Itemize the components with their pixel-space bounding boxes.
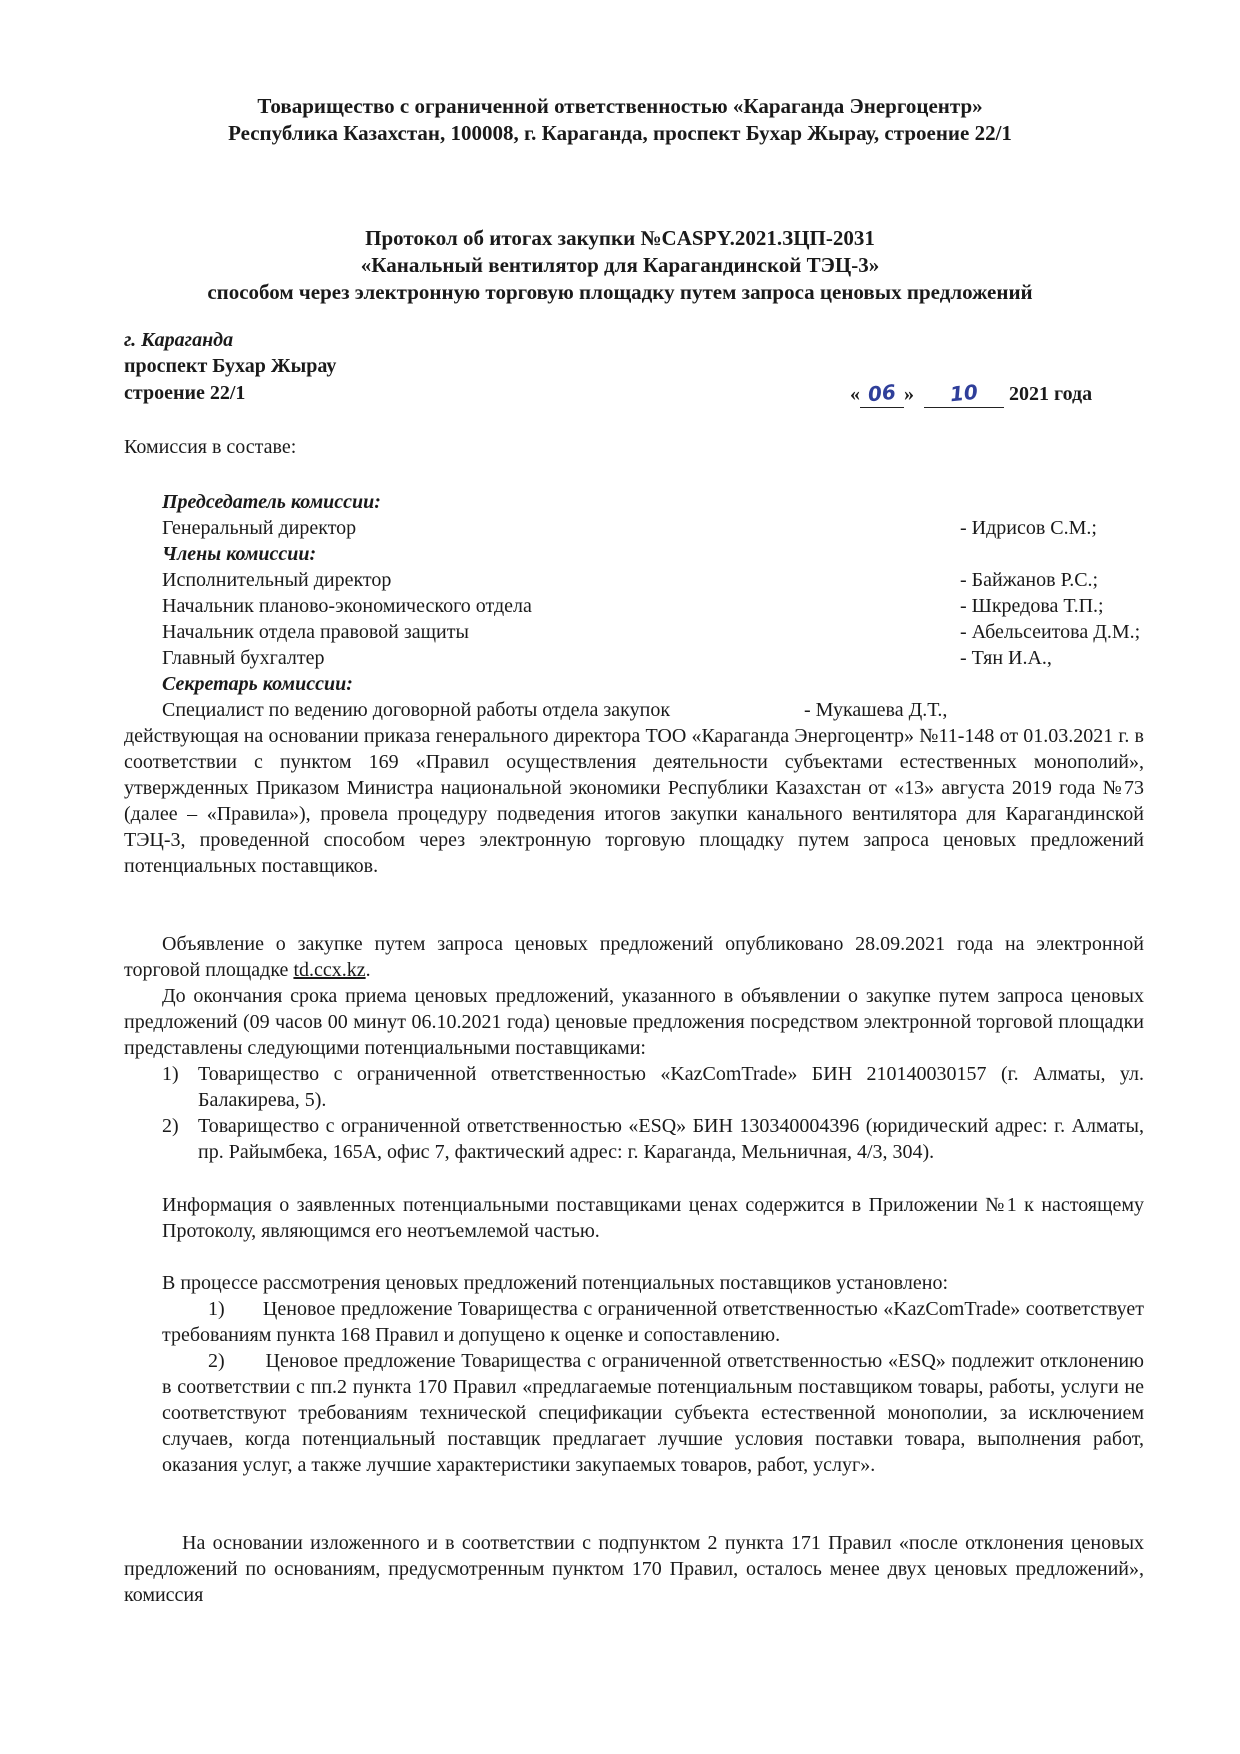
- chair-name: - Идрисов С.М.;: [960, 517, 1097, 539]
- date-month: 10: [948, 379, 980, 407]
- company-name: Товарищество с ограниченной ответственностью «Караганда Энергоцентр»: [257, 94, 983, 118]
- secretary-heading: Секретарь комиссии:: [162, 673, 353, 695]
- supplier-number: 2): [162, 1115, 179, 1137]
- findings-intro: В процессе рассмотрения ценовых предложений потенциальных поставщиков установлено:: [162, 1272, 948, 1294]
- conclusion-paragraph: На основании изложенного и в соответствии с подпунктом 2 пункта 171 Правил «после отклонения ценовых предложений по основаниям, предусмотренным пунктом 170 Правил, осталось менее двух ценовых предложений», комиссия: [124, 1532, 1144, 1606]
- finding-number: 2): [208, 1350, 225, 1372]
- member-name: - Абельсеитова Д.М.;: [960, 621, 1141, 643]
- member-row: [162, 619, 1162, 645]
- member-name: - Тян И.А.,: [960, 647, 1052, 669]
- member-position: Начальник отдела правовой защиты: [162, 621, 469, 643]
- deadline-paragraph: До окончания срока приема ценовых предложений, указанного в объявлении о закупке путем запроса ценовых предложений (09 часов 00 минут 06.10.2021 года) ценовые предложения посредством электронной торговой площадки представлены следующими потенциальными поставщиками:: [124, 985, 1144, 1059]
- trading-platform-link[interactable]: td.ccx.kz: [293, 959, 366, 981]
- supplier-number: 1): [162, 1063, 179, 1085]
- secretary-row: [162, 697, 1162, 723]
- member-name: - Шкредова Т.П.;: [960, 595, 1104, 617]
- chair-position: Генеральный директор: [162, 517, 357, 539]
- protocol-title: Протокол об итогах закупки №CASPY.2021.ЗЦП-2031: [365, 226, 875, 250]
- place-building: строение 22/1: [124, 382, 246, 404]
- member-row: [162, 567, 1162, 593]
- supplier-text: Товарищество с ограниченной ответственностью «KazComTrade» БИН 210140030157 (г. Алматы, ул. Балакирева, 5).: [198, 1063, 1144, 1111]
- chair-heading: Председатель комиссии:: [162, 491, 381, 513]
- member-row: [162, 645, 1162, 671]
- supplier-item: [162, 1061, 1144, 1113]
- finding-text: Ценовое предложение Товарищества с ограниченной ответственностью «KazComTrade» соответствует требованиям пункта 168 Правил и допущено к оценке и сопоставлению.: [162, 1298, 1144, 1346]
- date-day: 06: [866, 379, 898, 407]
- member-position: Исполнительный директор: [162, 569, 392, 591]
- member-row: [162, 593, 1162, 619]
- announcement-paragraph: [124, 931, 1144, 983]
- protocol-method: способом через электронную торговую площадку путем запроса ценовых предложений: [207, 280, 1033, 304]
- appendix-paragraph: Информация о заявленных потенциальными поставщиками ценах содержится в Приложении №1 к настоящему Протоколу, являющимся его неотъемлемой частью.: [162, 1194, 1144, 1242]
- secretary-position: Специалист по ведению договорной работы отдела закупок: [162, 699, 671, 721]
- member-name: - Байжанов Р.С.;: [960, 569, 1099, 591]
- finding-item: [162, 1348, 1144, 1478]
- supplier-item: [162, 1113, 1144, 1165]
- announcement-text: Объявление о закупке путем запроса ценовых предложений опубликовано 28.09.2021 года на электронной торговой площадке: [124, 933, 1144, 981]
- date-year: 2021 года: [1009, 383, 1093, 405]
- member-position: Главный бухгалтер: [162, 647, 325, 669]
- place-city: г. Караганда: [124, 329, 234, 351]
- finding-text: Ценовое предложение Товарищества с ограниченной ответственностью «ESQ» подлежит отклонению в соответствии с пп.2 пункта 170 Правил «предлагаемые потенциальным поставщиком товары, работы, услуги не соответствуют требованиям технической спецификации субъекта естественной монополии, за исключением случаев, когда потенциальный поставщик предлагает лучшие условия поставки товара, выполнения работ, оказания услуг, а также лучшие характеристики закупаемых товаров, работ, услуг».: [162, 1350, 1144, 1476]
- protocol-subject: «Канальный вентилятор для Карагандинской ТЭЦ-3»: [360, 253, 880, 277]
- commission-intro: Комиссия в составе:: [124, 436, 297, 458]
- finding-number: 1): [208, 1298, 225, 1320]
- announcement-end: .: [365, 959, 371, 981]
- members-heading: Члены комиссии:: [162, 543, 317, 565]
- place-street: проспект Бухар Жырау: [124, 355, 337, 377]
- secretary-name: - Мукашева Д.Т.,: [804, 699, 948, 721]
- member-position: Начальник планово-экономического отдела: [162, 595, 532, 617]
- finding-item: [162, 1296, 1144, 1348]
- protocol-date: « 06 » 10 2021 года: [850, 379, 1093, 407]
- procedure-paragraph: действующая на основании приказа генерального директора ТОО «Караганда Энергоцентр» №11-148 от 01.03.2021 г. в соответствии с пунктом 169 «Правил осуществления деятельности субъектами естественных монополий», утвержденных Приказом Министра национальной экономики Республики Казахстан от «13» августа 2019 года №73 (далее – «Правила»), провела процедуру подведения итогов закупки канального вентилятора для Карагандинской ТЭЦ-3, проведенной способом через электронную торговую площадку путем запроса ценовых предложений потенциальных поставщиков.: [124, 725, 1144, 877]
- supplier-text: Товарищество с ограниченной ответственностью «ESQ» БИН 130340004396 (юридический адрес: г. Алматы, пр. Райымбека, 165А, офис 7, фактический адрес: г. Караганда, Мельничная, 4/3, 304).: [198, 1115, 1144, 1163]
- chair-row: [162, 515, 1162, 541]
- company-address: Республика Казахстан, 100008, г. Караганда, проспект Бухар Жырау, строение 22/1: [228, 121, 1012, 145]
